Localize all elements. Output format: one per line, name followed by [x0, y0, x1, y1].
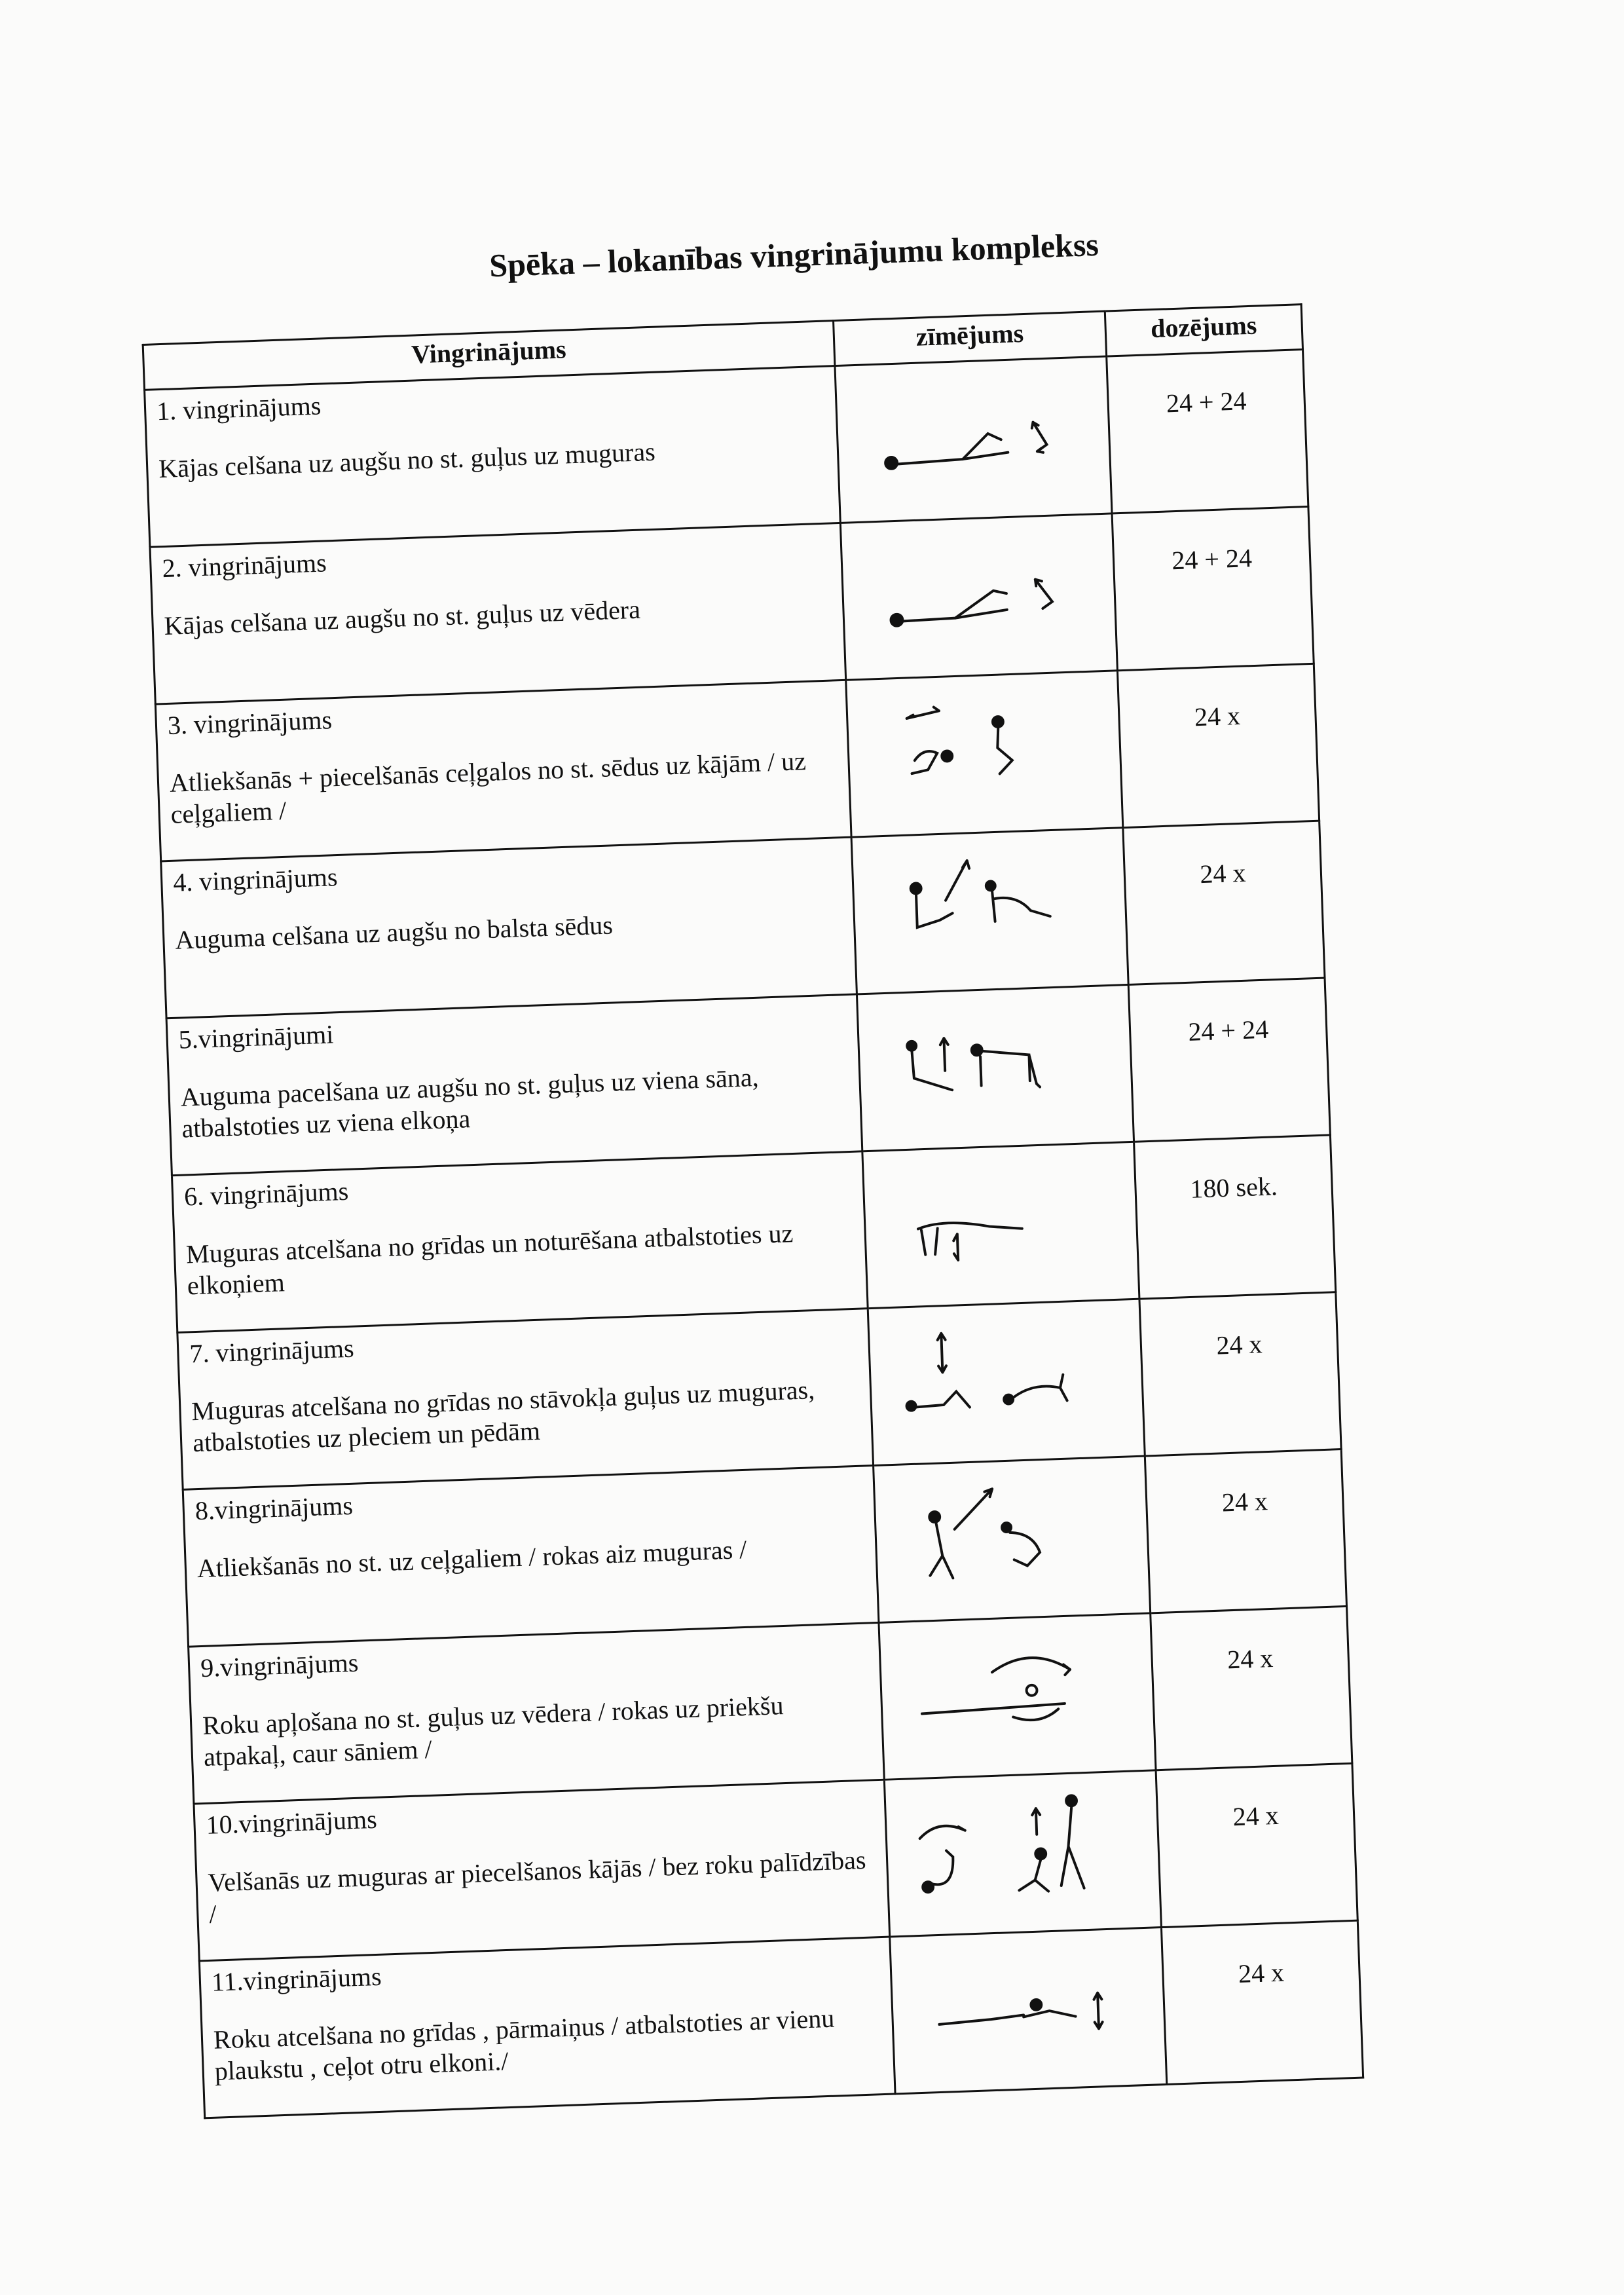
exercise-cell [194, 1780, 890, 1961]
exercise-cell [161, 837, 857, 1018]
header-dosage: dozējums [1105, 305, 1302, 356]
exercise-number: 11.vingrinājums [211, 1961, 382, 1997]
exercise-number: 8.vingrinājums [194, 1490, 354, 1526]
exercise-cell [189, 1622, 885, 1804]
exercise-table [142, 303, 1365, 2119]
drawing-cell [846, 671, 1123, 837]
drawing-cell [868, 1299, 1145, 1465]
drawing-cell [835, 356, 1112, 523]
dosage-cell: 180 sek. [1134, 1135, 1336, 1299]
exercise-description: Velšanās uz muguras ar piecelšanos kājās / bez roku palīdzības / [207, 1844, 867, 1929]
drawing-cell [857, 984, 1134, 1151]
header-exercise: Vingrinājums [143, 321, 835, 390]
exercise-cell [155, 680, 851, 861]
exercise-description: Auguma celšana uz augšu no balsta sēdus [174, 910, 614, 955]
exercise-description: Roku atcelšana no grīdas , pārmaiņus / atbalstoties ar vienu plaukstu , ceļot otru elkoni./ [213, 2003, 835, 2086]
exercise-description: Roku apļošana no st. guļus uz vēdera / rokas uz priekšu atpakaļ, caur sāniem / [202, 1690, 784, 1772]
sit-up-icon [853, 829, 1128, 988]
kneeling-backbend-icon [874, 1457, 1149, 1616]
plank-icon [863, 1143, 1138, 1302]
dosage-cell: 24 x [1161, 1920, 1363, 2084]
drawing-cell [890, 1928, 1167, 2094]
document-title: Spēka – lokanības vingrinājumu komplekss [489, 225, 1099, 284]
exercise-number: 10.vingrinājums [205, 1804, 378, 1840]
exercise-number: 1. vingrinājums [156, 390, 322, 426]
header-drawing: zīmējums [834, 311, 1107, 365]
drawing-cell [874, 1456, 1151, 1622]
drawing-cell [840, 513, 1117, 680]
arm-circle-prone-icon [879, 1614, 1154, 1773]
exercise-cell [183, 1466, 879, 1647]
exercise-cell [177, 1309, 874, 1490]
exercise-number: 3. vingrinājums [167, 705, 333, 740]
dosage-cell: 24 + 24 [1107, 350, 1308, 513]
exercise-cell [150, 523, 846, 704]
kneeling-bend-icon [847, 671, 1122, 830]
dosage-cell: 24 x [1151, 1606, 1352, 1770]
leg-raise-supine-icon [836, 358, 1111, 517]
drawing-cell [851, 828, 1128, 994]
dosage-cell: 24 x [1145, 1449, 1346, 1613]
roll-and-stand-icon [885, 1771, 1160, 1930]
exercise-number: 5.vingrinājumi [177, 1019, 335, 1054]
drawing-cell [879, 1613, 1156, 1780]
exercise-number: 4. vingrinājums [172, 862, 339, 897]
exercise-cell [172, 1151, 868, 1333]
exercise-description: Kājas celšana uz augšu no st. guļus uz muguras [158, 436, 656, 484]
exercise-description: Auguma pacelšana uz augšu no st. guļus uz viena sāna, atbalstoties uz viena elkoņa [180, 1062, 760, 1144]
dosage-cell: 24 x [1123, 821, 1325, 984]
exercise-description: Atliekšanās + piecelšanās ceļgalos no st. sēdus uz kājām / uz ceļgaliem / [169, 745, 807, 829]
exercise-number: 9.vingrinājums [200, 1647, 359, 1683]
exercise-description: Kājas celšana uz augšu no st. guļus uz vēdera [163, 594, 641, 641]
dosage-cell: 24 x [1117, 663, 1319, 827]
exercise-description: Muguras atcelšana no grīdas un noturēšana atbalstoties uz elkoņiem [185, 1218, 794, 1301]
dosage-cell: 24 x [1139, 1292, 1341, 1456]
exercise-cell [145, 366, 841, 548]
dosage-cell: 24 + 24 [1112, 506, 1314, 670]
drawing-cell [862, 1142, 1139, 1308]
exercise-number: 7. vingrinājums [189, 1333, 355, 1369]
exercise-number: 2. vingrinājums [161, 548, 327, 584]
side-raise-icon [858, 986, 1133, 1145]
leg-raise-prone-icon [841, 514, 1116, 673]
dosage-cell: 24 + 24 [1128, 978, 1330, 1142]
exercise-cell [199, 1937, 895, 2118]
exercise-number: 6. vingrinājums [183, 1176, 349, 1212]
dosage-cell: 24 x [1156, 1763, 1357, 1927]
exercise-description: Atliekšanās no st. uz ceļgaliem / rokas aiz muguras / [196, 1534, 747, 1584]
exercise-cell [166, 994, 862, 1176]
alternating-arm-lift-icon [891, 1928, 1166, 2087]
bridge-icon [869, 1300, 1144, 1459]
drawing-cell [884, 1770, 1161, 1937]
exercise-description: Muguras atcelšana no grīdas no stāvokļa guļus uz muguras, atbalstoties uz pleciem un pēdām [191, 1375, 815, 1458]
